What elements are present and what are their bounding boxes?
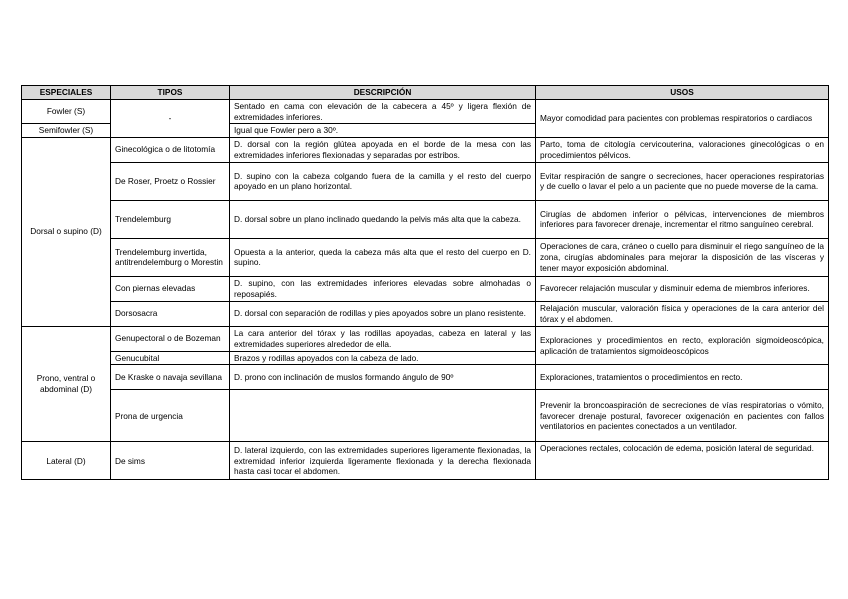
header-especiales: ESPECIALES — [22, 86, 111, 100]
positions-table — [21, 85, 829, 480]
table-row — [22, 390, 829, 442]
usos-cell: Operaciones rectales, colocación de edema, posición lateral de seguridad. — [536, 442, 829, 480]
header-row — [22, 86, 829, 100]
table-row — [22, 276, 829, 301]
table-row — [22, 137, 829, 162]
usos-cell: Parto, toma de citología cervicouterina, valoraciones ginecológicas o en procedimientos pélvicos. — [536, 137, 829, 162]
usos-cell: Relajación muscular, valoración física y operaciones de la cara anterior del tórax y el abdomen. — [536, 301, 829, 326]
table-row — [22, 162, 829, 200]
tipo-cell: Genupectoral o de Bozeman — [111, 326, 230, 351]
descripcion-cell: La cara anterior del tórax y las rodillas apoyadas, cabeza en lateral y las extremidades superiores alrededor de ella. — [230, 326, 536, 351]
descripcion-cell: D. prono con inclinación de muslos formando ángulo de 90º — [230, 365, 536, 390]
descripcion-cell: D. supino, con las extremidades inferiores elevadas sobre almohadas o reposapiés. — [230, 276, 536, 301]
especial-cell: Lateral (D) — [22, 442, 111, 480]
descripcion-cell: D. dorsal con la región glútea apoyada en el borde de la mesa con las extremidades inferiores flexionadas y separadas por estribos. — [230, 137, 536, 162]
descripcion-cell: D. lateral izquierdo, con las extremidades superiores ligeramente flexionadas, la extremidad inferior izquierda ligeramente flexionada y la derecha flexionada hasta casi tocar el abdomen. — [230, 442, 536, 480]
especial-cell: Dorsal o supino (D) — [22, 137, 111, 326]
usos-cell: Exploraciones y procedimientos en recto, exploración sigmoideoscópica, aplicación de tratamientos sigmoideoscópicos — [536, 326, 829, 365]
header-tipos: TIPOS — [111, 86, 230, 100]
especial-cell: Prono, ventral o abdominal (D) — [22, 326, 111, 442]
table-row — [22, 326, 829, 351]
table-row — [22, 365, 829, 390]
descripcion-cell: D. dorsal sobre un plano inclinado quedando la pelvis más alta que la cabeza. — [230, 200, 536, 238]
usos-cell: Mayor comodidad para pacientes con problemas respiratorios o cardiacos — [536, 100, 829, 138]
tipo-cell: Dorsosacra — [111, 301, 230, 326]
table-row — [22, 100, 829, 124]
descripcion-cell: Brazos y rodillas apoyados con la cabeza de lado. — [230, 351, 536, 365]
usos-cell: Operaciones de cara, cráneo o cuello para disminuir el riego sanguíneo de la zona, cirugías abdominales para mejorar la disposición de las vísceras y tener mayor exposición abdominal. — [536, 238, 829, 276]
tipo-cell: Trendelemburg — [111, 200, 230, 238]
tipo-cell: Genucubital — [111, 351, 230, 365]
descripcion-cell: Sentado en cama con elevación de la cabecera a 45º y ligera flexión de extremidades inferiores. — [230, 100, 536, 124]
descripcion-cell: D. dorsal con separación de rodillas y pies apoyados sobre un plano resistente. — [230, 301, 536, 326]
descripcion-cell: D. supino con la cabeza colgando fuera de la camilla y el resto del cuerpo apoyado en un plano horizontal. — [230, 162, 536, 200]
tipo-cell: Prona de urgencia — [111, 390, 230, 442]
descripcion-cell: Opuesta a la anterior, queda la cabeza más alta que el resto del cuerpo en D. supino. — [230, 238, 536, 276]
tipo-cell: De Kraske o navaja sevillana — [111, 365, 230, 390]
table-row — [22, 200, 829, 238]
table-row — [22, 238, 829, 276]
especial-cell: Semifowler (S) — [22, 124, 111, 138]
tipo-cell: Trendelemburg invertida, antitrendelemburg o Morestin — [111, 238, 230, 276]
especial-cell: Fowler (S) — [22, 100, 111, 124]
header-usos: USOS — [536, 86, 829, 100]
tipo-cell: Ginecológica o de litotomía — [111, 137, 230, 162]
tipo-cell: De Roser, Proetz o Rossier — [111, 162, 230, 200]
usos-cell: Exploraciones, tratamientos o procedimientos en recto. — [536, 365, 829, 390]
tipo-cell: De sims — [111, 442, 230, 480]
usos-cell: Prevenir la broncoaspiración de secreciones de vías respiratorias o vómito, favorecer drenaje postural, favorecer oxigenación en pacientes con fallos ventilatorios en pacientes conectados a un ventilador. — [536, 390, 829, 442]
usos-cell: Favorecer relajación muscular y disminuir edema de miembros inferiores. — [536, 276, 829, 301]
descripcion-cell — [230, 390, 536, 442]
usos-cell: Cirugías de abdomen inferior o pélvicas, intervenciones de miembros inferiores para favorecer drenaje, incrementar el ritmo sanguíneo cerebral. — [536, 200, 829, 238]
table-row — [22, 301, 829, 326]
header-descripcion: DESCRIPCIÓN — [230, 86, 536, 100]
usos-cell: Evitar respiración de sangre o secreciones, hacer operaciones respiratorias y de cuello o lavar el pelo a un paciente que no puede moverse de la cama. — [536, 162, 829, 200]
tipo-cell: Con piernas elevadas — [111, 276, 230, 301]
tipo-cell: - — [111, 100, 230, 138]
descripcion-cell: Igual que Fowler pero a 30º. — [230, 124, 536, 138]
table-row — [22, 442, 829, 480]
